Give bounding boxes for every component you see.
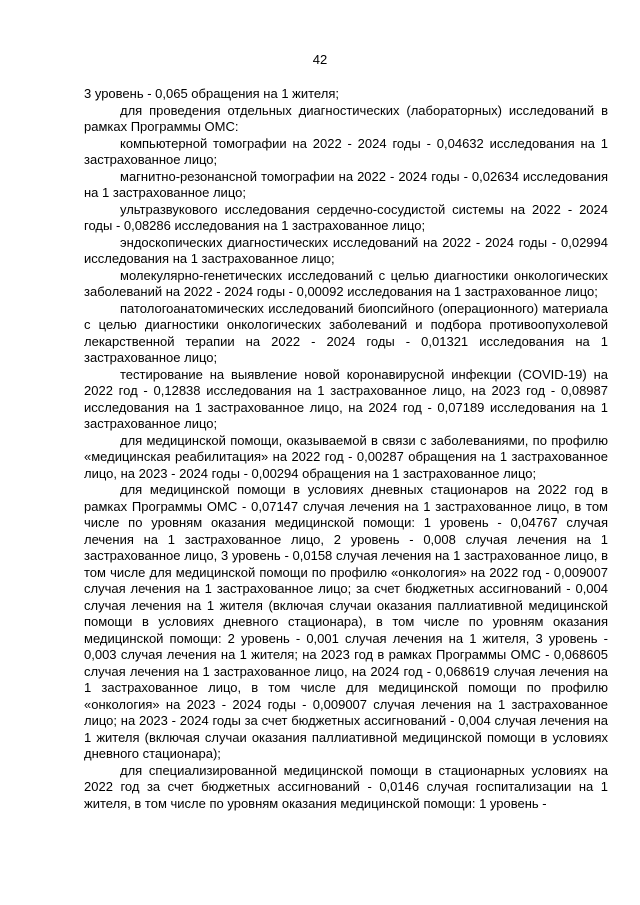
paragraph: патологоанатомических исследований биопсийного (операционного) материала с целью диагностики онкологических заболеваний и подбора противоопухолевой лекарственной терапии на 2022 - 2024 годы - 0,01321 исследования на 1 застрахованное лицо; (84, 300, 608, 365)
paragraph: тестирование на выявление новой коронавирусной инфекции (COVID-19) на 2022 год - 0,12838 исследования на 1 застрахованное лицо, на 2023 год - 0,08987 исследования на 1 застрахованное лицо, на 2024 год - 0,07189 исследования на 1 застрахованное лицо; (84, 366, 608, 431)
paragraph: молекулярно-генетических исследований с целью диагностики онкологических заболеваний на 2022 - 2024 годы - 0,00092 исследования на 1 застрахованное лицо; (84, 267, 608, 299)
paragraph: 3 уровень - 0,065 обращения на 1 жителя; (84, 86, 339, 101)
paragraph: для медицинской помощи в условиях дневных стационаров на 2022 год в рамках Программы ОМС - 0,07147 случая лечения на 1 застрахованное лицо, в том числе по уровням оказания медицинской помощи: 1 уровень - 0,04767 случая лечения на 1 застрахованное лицо, 2 уровень - 0,008 случая лечения на 1 застрахованное лицо, 3 уровень - 0,0158 случая лечения на 1 застрахованное лицо, в том числе для медицинской помощи по профилю «онкология» на 2022 год - 0,009007 случая лечения на 1 застрахованное лицо; за счет бюджетных ассигнований - 0,004 случая лечения на 1 жителя (включая случаи оказания паллиативной медицинской помощи в условиях дневного стационара), в том числе по уровням оказания медицинской помощи: 2 уровень - 0,001 случая лечения на 1 жителя, 3 уровень - 0,003 случая лечения на 1 жителя; на 2023 год в рамках Программы ОМС - 0,068605 случая лечения на 1 застрахованное лицо, на 2024 год - 0,068619 случая лечения на 1 застрахованное лицо, в том числе для медицинской помощи по профилю «онкология» на 2023 - 2024 годы - 0,009007 случая лечения на 1 застрахованное лицо; на 2023 - 2024 годы за счет бюджетных ассигнований - 0,004 случая лечения на 1 жителя (включая случаи оказания паллиативной медицинской помощи в условиях дневного стационара); (84, 482, 608, 761)
paragraph: для специализированной медицинской помощи в стационарных условиях на 2022 год за счет бюджетных ассигнований - 0,0146 случая госпитализации на 1 жителя, в том числе по уровням оказания медицинской помощи: 1 уровень - (84, 762, 608, 811)
paragraph: эндоскопических диагностических исследований на 2022 - 2024 годы - 0,02994 исследования на 1 застрахованное лицо; (84, 234, 608, 266)
paragraph: магнитно-резонансной томографии на 2022 - 2024 годы - 0,02634 исследования на 1 застрахованное лицо; (84, 168, 608, 200)
page-number: 42 (312, 52, 328, 67)
document-body (84, 86, 608, 812)
paragraph: ультразвукового исследования сердечно-сосудистой системы на 2022 - 2024 годы - 0,08286 исследования на 1 застрахованное лицо; (84, 201, 608, 233)
paragraph: для проведения отдельных диагностических (лабораторных) исследований в рамках Программы ОМС: (84, 102, 608, 134)
paragraph: для медицинской помощи, оказываемой в связи с заболеваниями, по профилю «медицинская реабилитация» на 2022 год - 0,00287 обращения на 1 застрахованное лицо, на 2023 - 2024 годы - 0,00294 обращения на 1 застрахованное лицо; (84, 432, 608, 481)
paragraph: компьютерной томографии на 2022 - 2024 годы - 0,04632 исследования на 1 застрахованное лицо; (84, 135, 608, 167)
